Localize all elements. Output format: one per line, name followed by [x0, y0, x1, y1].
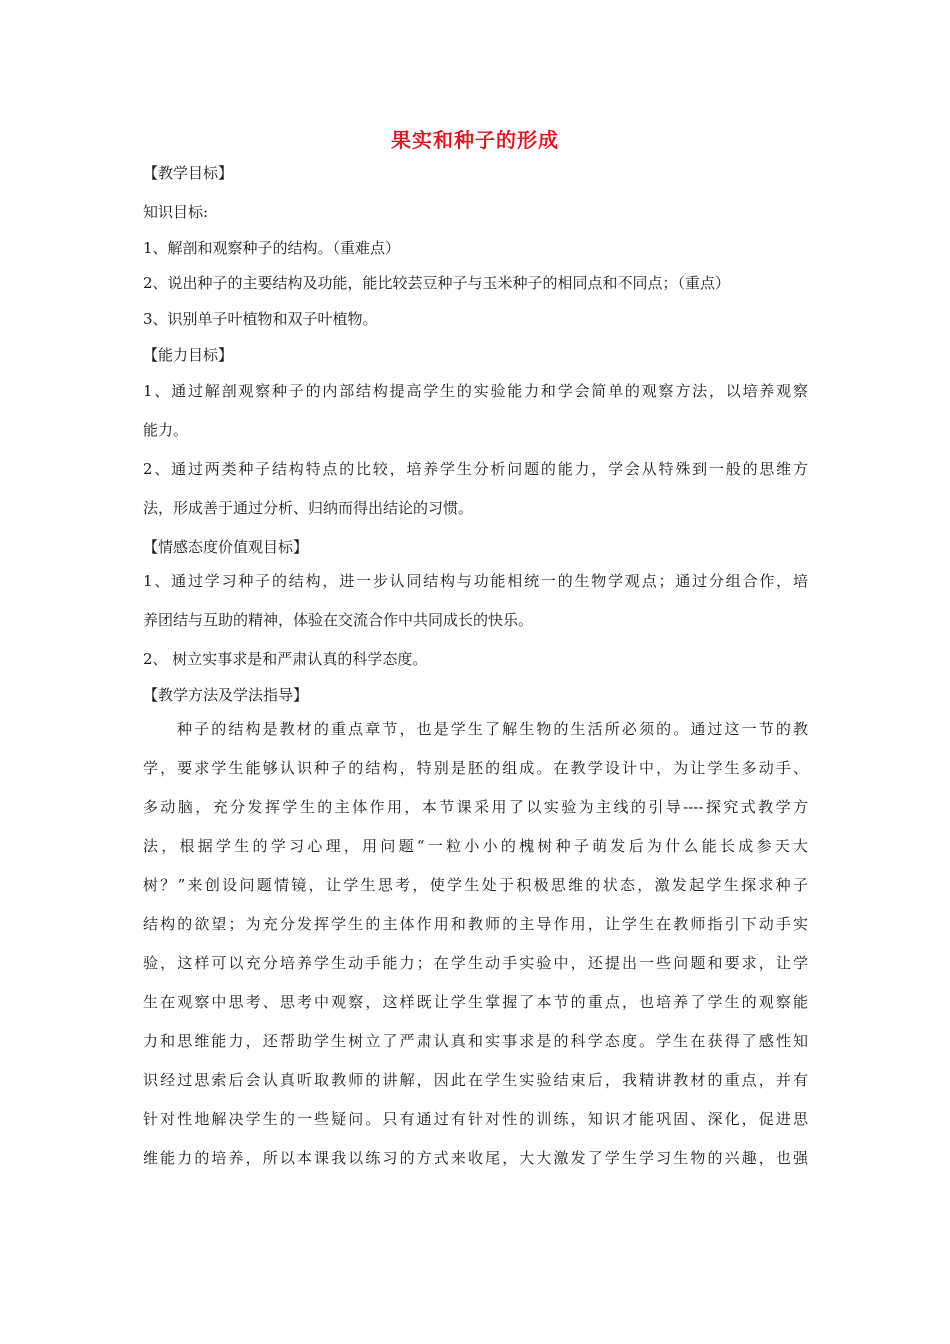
- knowledge-goal-3: 3、识别单子叶植物和双子叶植物。: [143, 310, 378, 328]
- attitude-goal-1-line-2: 养团结与互助的精神，体验在交流合作中共同成长的快乐。: [143, 611, 534, 629]
- document-title: 果实和种子的形成: [391, 128, 559, 152]
- knowledge-goal-2: 2、说出种子的主要结构及功能，能比较芸豆种子与玉米种子的相同点和不同点；（重点）: [143, 274, 731, 292]
- ability-goal-2-line-2: 法，形成善于通过分析、归纳而得出结论的习惯。: [143, 499, 474, 517]
- ability-goal-1-line-1: 1、通过解剖观察种子的内部结构提高学生的实验能力和学会简单的观察方法，以培养观察: [143, 382, 808, 400]
- paragraph-line: 力和思维能力，还帮助学生树立了严肃认真和实事求是的科学态度。学生在获得了感性知: [143, 1032, 808, 1050]
- paragraph-line: 识经过思索后会认真听取教师的讲解，因此在学生实验结束后，我精讲教材的重点，并有: [143, 1071, 808, 1089]
- attitude-goal-2: 2、 树立实事求是和严肃认真的科学态度。: [143, 650, 428, 668]
- ability-goal-2-line-1: 2、通过两类种子结构特点的比较，培养学生分析问题的能力，学会从特殊到一般的思维方: [143, 460, 808, 478]
- ability-goal-1-line-2: 能力。: [143, 421, 189, 439]
- paragraph-line: 生在观察中思考、思考中观察，这样既让学生掌握了本节的重点，也培养了学生的观察能: [143, 993, 808, 1011]
- section-heading-teaching-methods: 【教学方法及学法指导】: [143, 686, 309, 704]
- section-heading-attitude-goals: 【情感态度价值观目标】: [143, 538, 309, 556]
- paragraph-line: 结构的欲望；为充分发挥学生的主体作用和教师的主导作用，让学生在教师指引下动手实: [143, 915, 808, 933]
- paragraph-line: 针对性地解决学生的一些疑问。只有通过有针对性的训练，知识才能巩固、深化，促进思: [143, 1110, 808, 1128]
- paragraph-line: 法，根据学生的学习心理，用问题“一粒小小的槐树种子萌发后为什么能长成参天大: [143, 837, 808, 855]
- paragraph-line: 维能力的培养，所以本课我以练习的方式来收尾，大大激发了学生学习生物的兴趣，也强: [143, 1149, 808, 1167]
- paragraph-line: 多动脑，充分发挥学生的主体作用，本节课采用了以实验为主线的引导----探究式教学方: [143, 798, 808, 816]
- paragraph-line: 验，这样可以充分培养学生动手能力；在学生动手实验中，还提出一些问题和要求，让学: [143, 954, 808, 972]
- paragraph-line: 种子的结构是教材的重点章节，也是学生了解生物的生活所必须的。通过这一节的教: [177, 720, 808, 738]
- paragraph-line: 树？”来创设问题情镜，让学生思考，使学生处于积极思维的状态，激发起学生探求种子: [143, 876, 808, 894]
- knowledge-goals-label: 知识目标:: [143, 203, 209, 221]
- paragraph-line: 学，要求学生能够认识种子的结构，特别是胚的组成。在教学设计中，为让学生多动手、: [143, 759, 808, 777]
- attitude-goal-1-line-1: 1、通过学习种子的结构，进一步认同结构与功能相统一的生物学观点；通过分组合作，培: [143, 572, 808, 590]
- section-heading-teaching-goals: 【教学目标】: [143, 164, 234, 182]
- section-heading-ability-goals: 【能力目标】: [143, 346, 234, 364]
- knowledge-goal-1: 1、解剖和观察种子的结构。（重难点）: [143, 239, 401, 257]
